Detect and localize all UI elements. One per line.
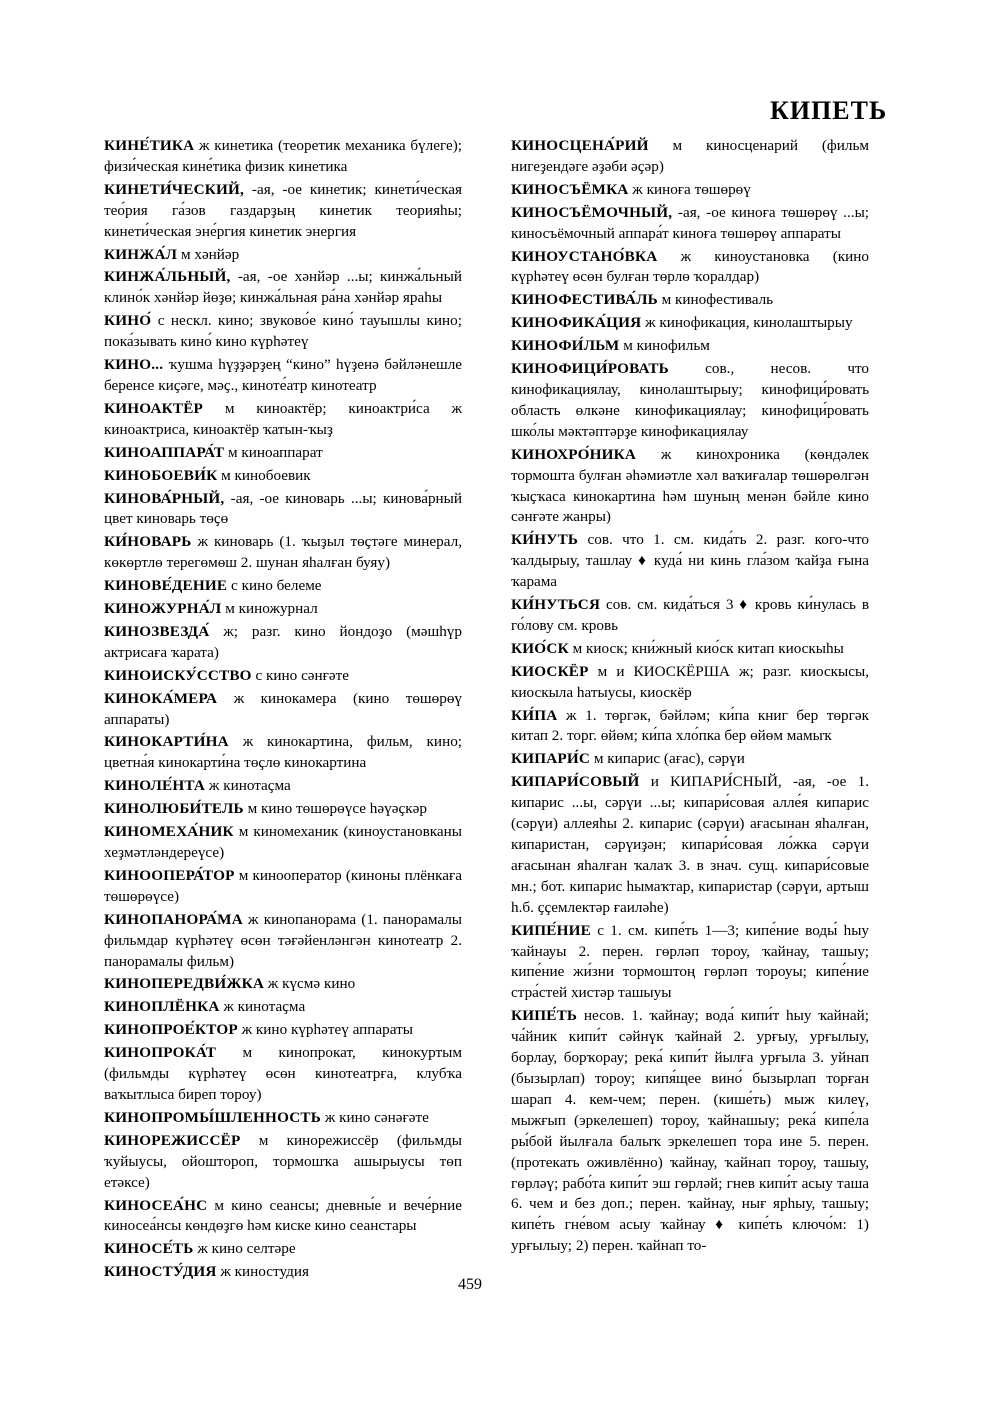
entry-headword: КИНОРЕЖИССЁР	[104, 1131, 241, 1149]
dictionary-entry	[104, 399, 462, 441]
entry-headword: КИНОСЪЁМКА	[511, 180, 629, 198]
entry-definition: м киноактёр; киноактри́са ж киноактриса, киноактёр ҡатын-ҡыҙ	[104, 399, 462, 438]
entry-headword: КИНОАКТЁР	[104, 399, 204, 417]
entry-headword: КИНЖА́Л	[104, 245, 178, 263]
entry-definition: м киоск; кни́жный кио́ск китап киоскыһы	[572, 639, 844, 657]
entry-definition: ж кинотаҫма	[208, 777, 291, 795]
entry-headword: КИ́ПА	[511, 706, 558, 724]
entry-headword: КИНОАППАРА́Т	[104, 443, 225, 461]
entry-headword: КИ́НУТЬ	[511, 531, 579, 549]
dictionary-entry	[511, 290, 869, 311]
entry-definition: м кинобоевик	[221, 466, 311, 484]
dictionary-entry	[104, 866, 462, 908]
entry-headword: КИНОПРОЕ́КТОР	[104, 1021, 238, 1039]
entry-headword: КИНОХРО́НИКА	[511, 445, 637, 463]
entry-definition: -ая, -ое киноварь ...ы; кинова́рный цвет киноварь төҫө	[104, 489, 462, 528]
dictionary-entry	[104, 974, 462, 995]
dictionary-entry	[511, 203, 869, 245]
entry-headword: КИНОВЕ́ДЕНИЕ	[104, 577, 228, 595]
entry-definition: и КИПАРИ́СНЫЙ, -ая, -ое 1. кипарис ...ы, сәрүи ...ы; кипари́совая алле́я кипарис (сәрүи) аллеяһы 2. кипарис (сәрүи) ағасынан яһалған, кипаристан, сәрүиҙән; кипари́совая ло́жка сәрүи ағасынан яһалған ҡалаҡ 3. в знач. сущ. кипари́совые мн.; бот. кипарис һымаҡтар, кипаристар (сәрүи, артыш һ.б. ҫҫемлектәр ғаиләһе)	[511, 773, 870, 916]
dictionary-entry	[104, 776, 462, 797]
page-number: 459	[458, 1276, 482, 1293]
entry-definition: ж киностудия	[220, 1263, 309, 1281]
dictionary-entry	[511, 921, 869, 1005]
dictionary-entry	[104, 1131, 462, 1194]
entry-definition: -ая, -ое хәнйәр ...ы; кинжа́льный клино́к хәнйәр йөҙө; кинжа́льная ра́на хәнйәр яраһы	[104, 268, 462, 307]
entry-headword: КИНОБОЕВИ́К	[104, 466, 218, 484]
entry-headword: КИНОЛЮБИ́ТЕЛЬ	[104, 800, 244, 818]
entry-definition: м кинофестиваль	[661, 291, 774, 309]
entry-headword: КИНОФИКА́ЦИЯ	[511, 314, 642, 332]
dictionary-entry	[104, 532, 462, 574]
entry-headword: КИПЕ́ТЬ	[511, 1007, 578, 1025]
entry-definition: ж киноға төшөрөү	[632, 180, 751, 198]
entry-headword: КИНОПАНОРА́МА	[104, 910, 243, 928]
entry-definition: сов., несов. что кинофикациялау, кинолаштырыу; кинофици́ровать область өлкәне кинофикациялау; кинофици́ровать шко́лы мәктәптәрҙе кинофикациялау	[511, 360, 870, 440]
entry-definition: ж кинопанорама (1. панорамалы фильмдар күрһәтеү өсөн тәғәйенләнгән кинотеатр 2. панорамалы фильм)	[104, 910, 462, 970]
entry-definition: ж кинетика (теоретик механика бүлеге); физи́ческая кине́тика физик кинетика	[104, 137, 463, 175]
entry-definition: с нескл. кино; звуково́е кино́ тауышлы кино; пока́зывать кино́ кино күрһәтеү	[104, 312, 462, 351]
entry-definition: м кино сеансы; дневны́е и вече́рние киносеа́нсы көндөҙгө һәм киске кино сеанстары	[104, 1196, 463, 1235]
entry-headword: КИНОИСКУ́ССТВО	[104, 666, 252, 684]
dictionary-entry	[104, 466, 462, 487]
entry-definition: ж; разг. кино йондоҙо (мәшһүр актрисаға ҡарата)	[104, 622, 462, 661]
entry-definition: м киноаппарат	[227, 443, 323, 461]
entry-definition: ж 1. төргәк, бәйләм; ки́па книг бер төргәк китап 2. торг. өйөм; ки́па хло́пка бер өйөм мамыҡ	[511, 706, 870, 745]
entry-headword: КИНЕ́ТИКА	[104, 137, 195, 154]
entry-headword: КИНЖА́ЛЬНЫЙ,	[104, 268, 231, 286]
entry-definition: несов. 1. ҡайнау; вода́ кипи́т һыу ҡайнай; ча́йник кипи́т сәйнүк ҡайнай 2. урғыу, урғылыу, борлау, борҡорау; река́ кипи́т йылға урғыла 3. уйнап (бызырлап) тороу; кипя́щее вино́ бызырлап торған шарап 4. кем-чем; перен. (кише́ть) мыж килеү, мыжғып (эркелешеп) тороу, ҡайнашыу; река́ кипе́ла ры́бой йылғала балыҡ эркелешеп тора ине 5. перен. (протекать оживлённо) ҡайнау, ҡайнап тороу, ташыу, гөрләү; рабо́та кипи́т эш гөрләй; гнев кипи́т асыу таша 6. чем и без доп.; перен. ҡайнау, нығ ярһыу, ташыу; кипе́ть гне́вом асыу ҡайнау ♦ кипе́ть ключо́м: 1) урғылыу; 2) перен. ҡайнап то-	[511, 1007, 869, 1255]
entry-headword: КИПЕ́НИЕ	[511, 921, 591, 939]
entry-headword: КИНОПЛЁНКА	[104, 998, 220, 1016]
entry-headword: КИНОУСТАНО́ВКА	[511, 247, 658, 265]
dictionary-entry	[511, 180, 869, 201]
entry-headword: КИНОСЦЕНА́РИЙ	[511, 137, 649, 154]
dictionary-entry	[104, 136, 462, 178]
dictionary-entry	[511, 359, 869, 443]
dictionary-entry	[104, 910, 462, 973]
entry-headword: КИНОКАРТИ́НА	[104, 733, 229, 751]
entry-definition: м хәнйәр	[180, 245, 240, 263]
dictionary-entry	[104, 689, 462, 731]
entry-definition: м кинооператор (киноны плёнкаға төшөрөүсе)	[104, 866, 463, 905]
dictionary-entry	[104, 666, 462, 687]
entry-definition: ж кино күрһәтеү аппараты	[241, 1021, 413, 1039]
entry-definition: м и КИОСКЁРША ж; разг. киоскысы, киоскыла һатыусы, киоскёр	[511, 662, 870, 701]
right-column	[511, 136, 869, 1259]
dictionary-entry	[511, 445, 869, 529]
entry-definition: м кипарис (ағас), сәрүи	[593, 750, 745, 768]
dictionary-entry	[104, 622, 462, 664]
entry-headword: КИНОСЪЁМОЧНЫЙ,	[511, 203, 673, 221]
entry-headword: КИНООПЕРА́ТОР	[104, 866, 235, 884]
entry-headword: КИНОЛЕ́НТА	[104, 777, 206, 795]
entry-headword: КИНОВА́РНЫЙ,	[104, 489, 225, 507]
entry-headword: КИНОПЕРЕДВИ́ЖКА	[104, 975, 264, 993]
entry-headword: КИНОСТУ́ДИЯ	[104, 1263, 217, 1281]
dictionary-entry	[104, 245, 462, 266]
entry-definition: ж кино селтәре	[197, 1240, 296, 1258]
dictionary-entry	[511, 1006, 869, 1257]
entry-headword: КИНОСЕ́ТЬ	[104, 1240, 194, 1258]
entry-headword: КИПАРИ́С	[511, 750, 591, 768]
entry-definition: м кинопрокат, кинокуртым (фильмды күрһәтеү өсөн кинотеатрға, клубҡа ваҡытлыса биреп тороу)	[104, 1044, 462, 1103]
entry-definition: ж кино сәнәғәте	[324, 1108, 429, 1126]
entry-definition: с 1. см. кипе́ть 1—3; кипе́ние воды́ һыу ҡайнауы 2. перен. гөрләп тороу, ҡайнау, ташыу; кипе́ние жи́зни тормоштоң гөрләп тороуы; кипе́ние стра́стей хистәр ташыуы	[511, 921, 870, 1002]
entry-definition: ж киноустановка (кино күрһәтеү өсөн булған төрлө ҡоралдар)	[511, 247, 870, 286]
dictionary-entry	[104, 599, 462, 620]
entry-definition: м кино төшөрөүсе һәүәҫкәр	[247, 800, 427, 818]
dictionary-entry	[511, 247, 869, 289]
entry-definition: м кинорежиссёр (фильмды ҡуйыусы, ойоштороп, тормошҡа ашырыусы төп етәксе)	[104, 1131, 463, 1191]
dictionary-entry	[104, 1196, 462, 1238]
dictionary-entry	[104, 732, 462, 774]
dictionary-entry	[511, 530, 869, 593]
entry-definition: сов. см. кида́ться 3 ♦ кровь ки́нулась в го́лову см. кровь	[511, 596, 869, 634]
entry-headword: КИНОМЕХА́НИК	[104, 823, 234, 841]
entry-headword: КИНОСЕА́НС	[104, 1196, 208, 1214]
entry-headword: КИНО́	[104, 312, 152, 330]
entry-definition: м киномеханик (киноустановканы хеҙмәтләндереүсе)	[104, 823, 462, 861]
dictionary-entry	[511, 639, 869, 660]
dictionary-entry	[511, 772, 869, 918]
dictionary-entry	[511, 706, 869, 748]
entry-headword: КИНОПРОКА́Т	[104, 1044, 217, 1062]
dictionary-entry	[511, 749, 869, 770]
entry-headword: КИНОПРОМЫ́ШЛЕННОСТЬ	[104, 1108, 322, 1126]
entry-definition: ж күсмә кино	[267, 975, 356, 993]
entry-definition: -ая, -ое киноға төшөрөү ...ы; киносъёмочный аппара́т киноға төшөрөү аппараты	[511, 203, 869, 242]
entry-headword: КИНОФИЦИ́РОВАТЬ	[511, 360, 669, 378]
dictionary-entry	[104, 1020, 462, 1041]
dictionary-entry	[104, 355, 462, 397]
dictionary-entry	[104, 180, 462, 243]
dictionary-entry	[511, 313, 869, 334]
dictionary-entry	[511, 336, 869, 357]
running-header: КИПЕТЬ	[770, 96, 888, 125]
dictionary-entry	[104, 1262, 462, 1283]
dictionary-entry	[104, 576, 462, 597]
entry-headword: КИ́НУТЬСЯ	[511, 596, 601, 614]
entry-definition: сов. что 1. см. кида́ть 2. разг. кого-что ҡалдырыу, ташлау ♦ куда́ ни кинь гла́зом ҡайҙа ғына ҡарама	[511, 531, 869, 591]
entry-definition: м киносценарий (фильм нигеҙендәге әҙәби әҫәр)	[511, 137, 869, 175]
dictionary-entry	[511, 662, 869, 704]
entry-headword: КИНО...	[104, 356, 164, 374]
entry-definition: ж кинохроника (көндәлек тормошта булған әһәмиәтле хәл ваҡиғалар төшөрөлгән ҡыҫҡаса кинокартина һәм шуның менән бәйле кино сәнғәте жанры)	[511, 445, 870, 526]
dictionary-entry	[104, 1108, 462, 1129]
entry-definition: м киножурнал	[225, 600, 318, 618]
dictionary-entry	[104, 997, 462, 1018]
entry-definition: ж кинокартина, фильм, кино; цветна́я кинокарти́на төҫлө кинокартина	[104, 733, 463, 772]
entry-headword: КИО́СК	[511, 639, 569, 657]
entry-definition: с кино сәнғәте	[255, 666, 350, 684]
dictionary-entry	[104, 311, 462, 353]
dictionary-entry	[104, 267, 462, 309]
entry-definition: ҡушма һүҙҙәрҙең “кино” һүҙенә бәйләнешле беренсе киҫәге, мәҫ., киноте́атр кинотеатр	[104, 356, 463, 394]
entry-definition: с кино белеме	[231, 577, 322, 595]
dictionary-entry	[104, 1043, 462, 1106]
entry-definition: ж кинокамера (кино төшөрөү аппараты)	[104, 689, 463, 728]
entry-headword: КИ́НОВАРЬ	[104, 533, 192, 551]
entry-headword: КИНОКА́МЕРА	[104, 689, 218, 707]
dictionary-entry	[104, 443, 462, 464]
entry-headword: КИОСКЁР	[511, 662, 589, 680]
dictionary-entry	[104, 822, 462, 864]
entry-headword: КИНЕТИ́ЧЕСКИЙ,	[104, 180, 244, 198]
entry-definition: ж кинофикация, кинолаштырыу	[645, 314, 853, 332]
dictionary-entry	[104, 799, 462, 820]
dictionary-entry	[104, 1239, 462, 1260]
entry-headword: КИНОФИ́ЛЬМ	[511, 337, 620, 355]
dictionary-entry	[511, 136, 869, 178]
dictionary-entry	[511, 595, 869, 637]
entry-definition: ж кинотаҫма	[223, 998, 306, 1016]
entry-definition: -ая, -ое кинетик; кинети́ческая тео́рия га́зов газдарҙың кинетик теорияһы; кинети́ческая эне́ргия кинетик энергия	[104, 180, 463, 240]
dictionary-entry	[104, 489, 462, 531]
entry-headword: КИНОЖУРНА́Л	[104, 600, 222, 618]
entry-definition: ж киноварь (1. ҡыҙыл төҫтәге минерал, көкөртлө терегөмөш 2. шунан яһалған буяу)	[104, 533, 462, 572]
entry-headword: КИНОФЕСТИВА́ЛЬ	[511, 291, 658, 309]
entry-headword: КИНОЗВЕЗДА́	[104, 622, 210, 640]
left-column	[104, 136, 462, 1285]
entry-headword: КИПАРИ́СОВЫЙ	[511, 773, 640, 791]
entry-definition: м кинофильм	[623, 337, 710, 355]
